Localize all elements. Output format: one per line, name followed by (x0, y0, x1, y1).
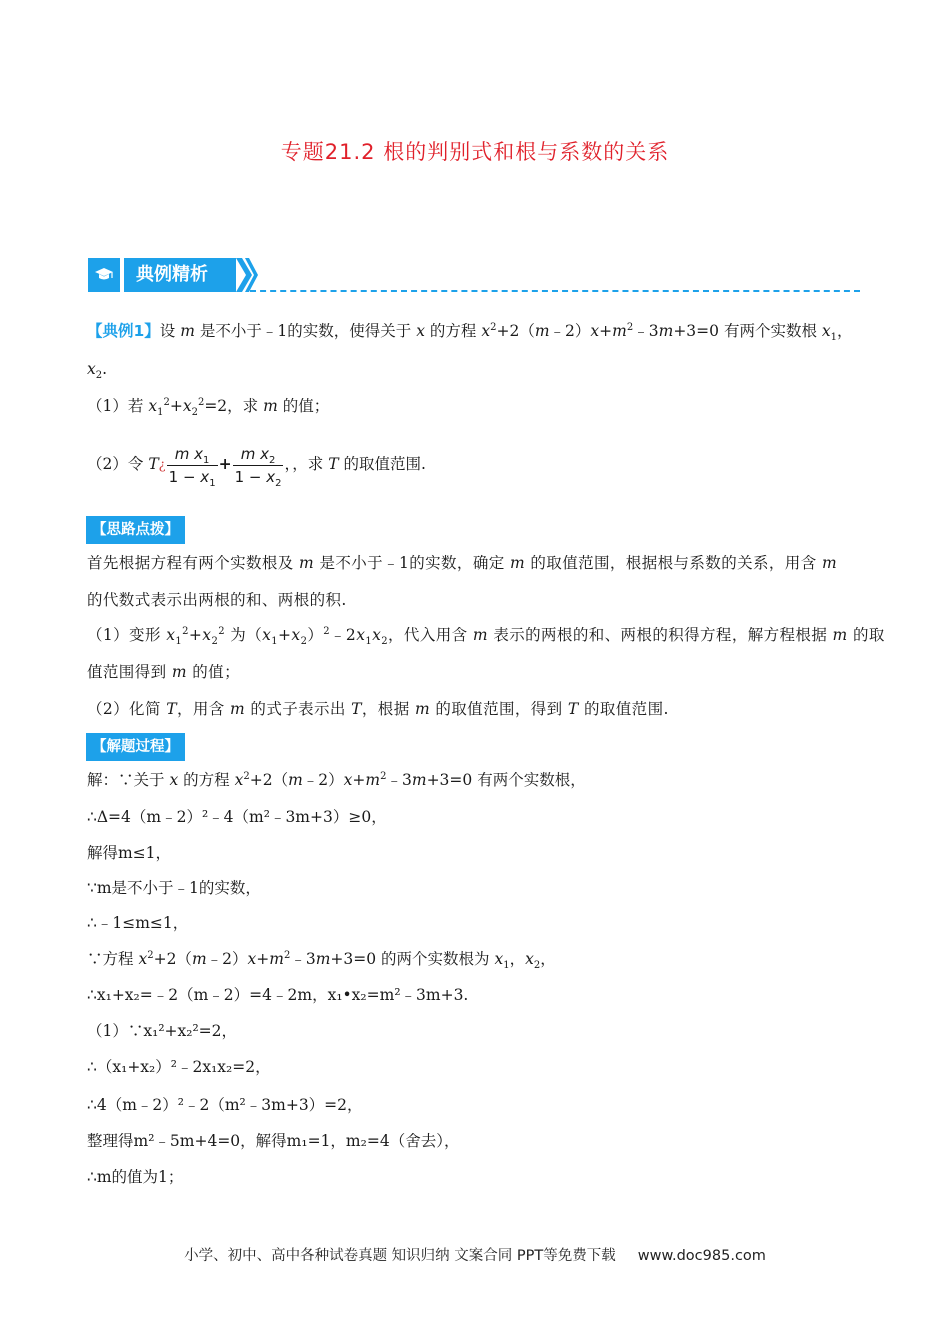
page-footer (0, 1244, 950, 1265)
example-statement-cont: $x_2$. (87, 360, 108, 382)
chevron-right-icon (236, 258, 258, 294)
hint-tag: 【思路点拨】 (86, 516, 185, 544)
footer-text: 小学、初中、高中各种试卷真题 知识归纳 文案合同 PPT等免费下载 (184, 1248, 616, 1264)
dashed-divider (250, 290, 860, 292)
fraction-2: $\frac{m x_2}{1 - x_2}$ (234, 444, 282, 489)
solution-line-6: ∵方程 $x^2+2(m﹣2)x+m^2﹣3m+3=0$ 的两个实数根为 $x_1$，$x_2$， (87, 949, 556, 972)
solution-line-8: （1）∵x₁²+x₂²=2， (87, 1022, 238, 1040)
solution-line-10: ∴4（m﹣2）²﹣2（m²﹣3m+3）=2， (87, 1096, 363, 1114)
solution-line-12: ∴m的值为1； (87, 1168, 184, 1186)
solution-line-5: ∴﹣1≤m≤1， (87, 914, 189, 932)
solution-line-1: 解：∵关于 x 的方程 $x^2+2(m﹣2)x+m^2﹣3m+3=0$ 有两个实数根， (87, 770, 586, 789)
example-tag: 【典例1】 (87, 322, 160, 340)
hint-line-2: 的代数式表示出两根的和、两根的积. (87, 591, 347, 609)
hint-line-5: （2）化简 T，用含 m 的式子表示出 T，根据 m 的取值范围，得到 T 的取值范围. (87, 700, 669, 718)
solution-line-7: ∴x₁+x₂=﹣2（m﹣2）=4﹣2m，x₁•x₂=m²﹣3m+3. (87, 986, 469, 1004)
solution-line-4: ∵m是不小于﹣1的实数， (87, 879, 261, 897)
hint-line-3: （1）变形 $x_1^2+x_2^2$ 为$(x_1+x_2)^2﹣2x_1x_2$，代入用含 m 表示的两根的和、两根的积得方程，解方程根据 m 的取 (87, 625, 885, 648)
solution-tag: 【解题过程】 (86, 733, 185, 761)
section-label: 典例精析 (124, 258, 236, 292)
footer-url[interactable]: www.doc985.com (637, 1248, 766, 1264)
solution-line-9: ∴（x₁+x₂）²﹣2x₁x₂=2， (87, 1058, 271, 1076)
solution-line-3: 解得m≤1， (87, 844, 172, 862)
hint-line-1: 首先根据方程有两个实数根及 m 是不小于﹣1的实数，确定 m 的取值范围，根据根与系数的关系，用含 m (87, 554, 838, 572)
question-2: （2）令 T¿ $\frac{m x_1}{1 - x_1}$ + $\frac{m x_2}{1 - x_2}$ ，，求 T 的取值范围. (87, 444, 426, 489)
solution-line-2: ∴Δ=4（m﹣2）²﹣4（m²﹣3m+3）≥0， (87, 808, 387, 826)
solution-line-11: 整理得m²﹣5m+4=0，解得m₁=1，m₂=4（舍去）， (87, 1132, 460, 1150)
graduation-cap-icon (88, 258, 120, 292)
question-1: （1）若 $x_1^2+x_2^2=2$，求 m 的值； (87, 396, 330, 419)
page-title: 专题21.2 根的判别式和根与系数的关系 (280, 140, 670, 164)
fraction-1: $\frac{m x_1}{1 - x_1}$ (168, 444, 216, 489)
hint-line-4: 值范围得到 m 的值； (87, 663, 240, 681)
example-statement: 【典例1】设 m 是不小于﹣1的实数，使得关于 x 的方程 $x^2+2(m﹣2)x+m^2﹣3m+3=0$ 有两个实数根 $x_1$， (87, 321, 853, 344)
